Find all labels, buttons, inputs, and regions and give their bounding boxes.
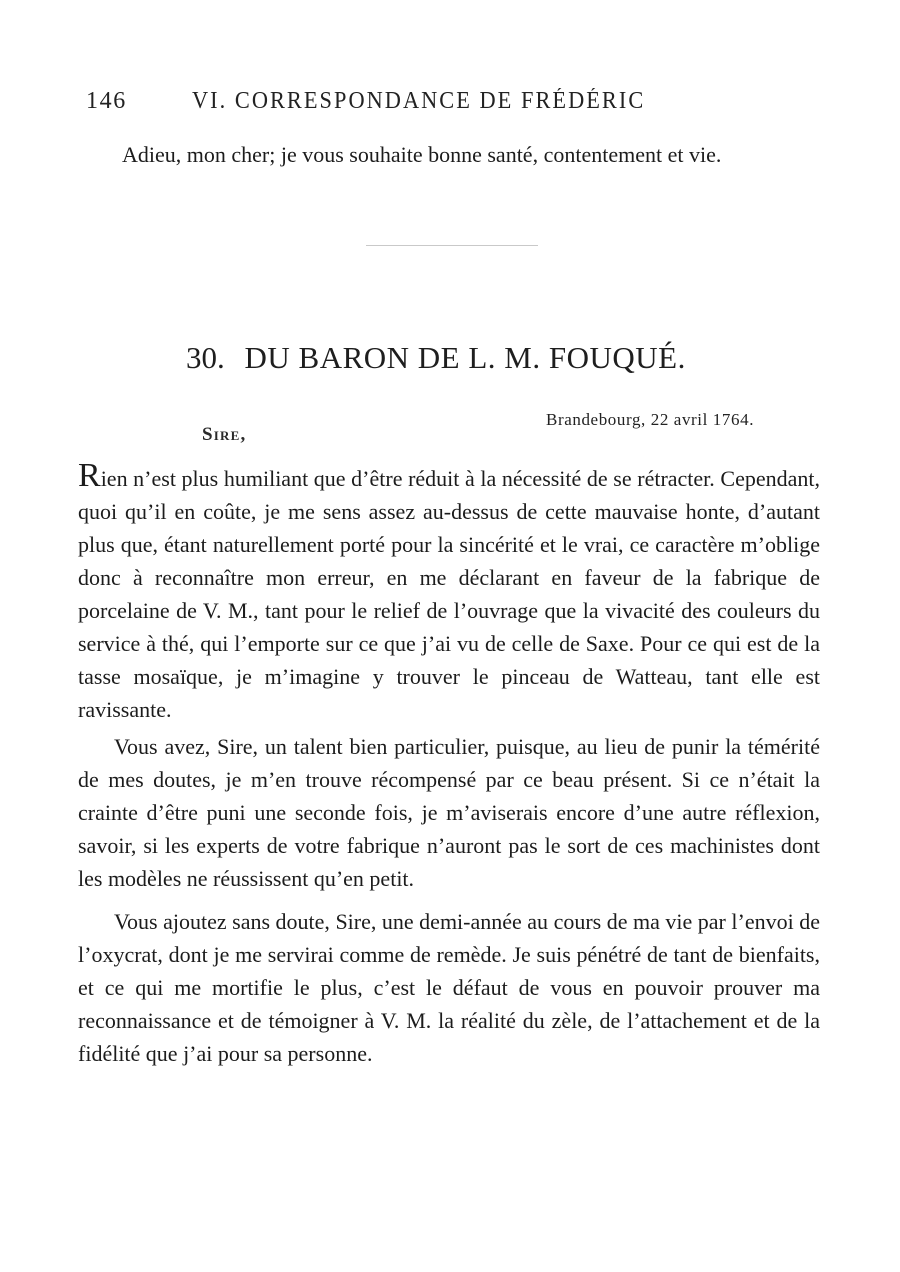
letter-heading — [186, 340, 746, 376]
running-head — [86, 88, 826, 122]
running-title: VI. CORRESPONDANCE DE FRÉDÉRIC — [192, 88, 646, 114]
page-number: 146 — [86, 88, 127, 114]
salutation: Sire, — [202, 424, 247, 445]
letter-body — [78, 457, 820, 1070]
dateline: Brandebourg, 22 avril 1764. — [546, 410, 755, 429]
paragraph-3: Vous ajoutez sans doute, Sire, une demi-année au cours de ma vie par l’envoi de l’oxycrat, dont je me servirai comme de remède. Je suis pénétré de tant de bienfaits, et ce qui me mortifie le plus, c’est le défaut de vous en pouvoir prouver ma reconnaissance et de témoigner à V. M. la réalité du zèle, de l’attachement et de la fidélité que j’ai pour sa personne. — [78, 909, 820, 1066]
letter-title: DU BARON DE L. M. FOUQUÉ. — [244, 340, 686, 375]
section-divider — [366, 245, 538, 246]
paragraph-1 — [78, 457, 820, 726]
drop-cap: R — [78, 457, 101, 494]
letter-number: 30. — [186, 340, 225, 375]
previous-letter-closing — [86, 138, 826, 171]
paragraph-2: Vous avez, Sire, un talent bien particulier, puisque, au lieu de punir la témérité de mes doutes, je m’en trouve récompensé par ce beau présent. Si ce n’était la crainte d’être puni une seconde fois, je m’aviserais encore d’une autre réflexion, savoir, si les experts de votre fabrique n’auront pas le sort de ces machinistes dont les modèles ne réussissent qu’en petit. — [78, 734, 820, 891]
closing-paragraph: Adieu, mon cher; je vous souhaite bonne santé, contentement et vie. — [122, 142, 722, 167]
paragraph-1-text: ien n’est plus humiliant que d’être réduit à la nécessité de se rétracter. Cependant, quoi qu’il en coûte, je me sens assez au-dessus de cette mauvaise honte, d’autant plus que, étant naturellement porté pour la sincérité et le vrai, ce caractère m’oblige donc à reconnaître mon erreur, en me déclarant en faveur de la fabrique de porcelaine de V. M., tant pour le relief de l’ouvrage que la vivacité des couleurs du service à thé, qui l’emporte sur ce que j’ai vu de celle de Saxe. Pour ce qui est de la tasse mosaïque, je m’imagine y trouver le pinceau de Watteau, tant elle est ravissante. — [78, 466, 820, 722]
